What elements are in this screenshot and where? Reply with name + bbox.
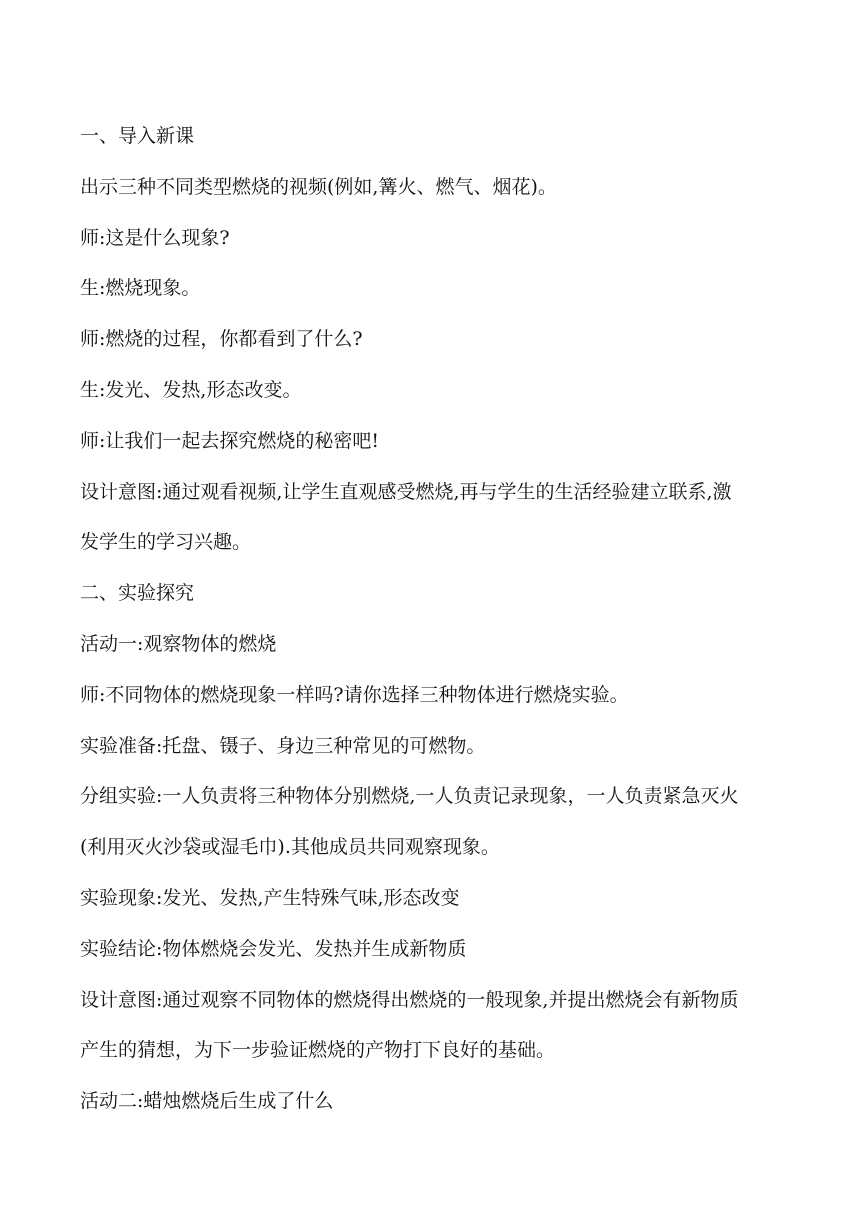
- dialogue-line: 生:发光、发热,形态改变。: [80, 378, 302, 401]
- dialogue-line: 生:燃烧现象。: [80, 277, 201, 300]
- dialogue-line: 师:这是什么现象?: [80, 226, 230, 249]
- experiment-phenomenon: 实验现象:发光、发热,产生特殊气味,形态改变: [80, 886, 460, 909]
- dialogue-line: 师:不同物体的燃烧现象一样吗?请你选择三种物体进行燃烧实验。: [80, 683, 629, 706]
- group-experiment-line-continued: (利用灭火沙袋或湿毛巾).其他成员共同观察现象。: [80, 836, 500, 859]
- document-body: [80, 120, 780, 1136]
- group-experiment-line: 分组实验:一人负责将三种物体分别燃烧,一人负责记录现象，一人负责紧急灭火: [80, 785, 739, 808]
- activity-one-title: 活动一:观察物体的燃烧: [80, 632, 277, 655]
- dialogue-line: 师:燃烧的过程，你都看到了什么?: [80, 328, 363, 351]
- design-intent-line: 设计意图:通过观察不同物体的燃烧得出燃烧的一般现象,并提出燃烧会有新物质: [80, 988, 739, 1011]
- experiment-conclusion: 实验结论:物体燃烧会发光、发热并生成新物质: [80, 937, 467, 960]
- design-intent-line: 设计意图:通过观看视频,让学生直观感受燃烧,再与学生的生活经验建立联系,激: [80, 480, 732, 503]
- experiment-preparation: 实验准备:托盘、镊子、身边三种常见的可燃物。: [80, 734, 486, 757]
- dialogue-line: 师:让我们一起去探究燃烧的秘密吧!: [80, 429, 380, 452]
- paragraph-line: 出示三种不同类型燃烧的视频(例如,篝火、燃气、烟花)。: [80, 175, 557, 198]
- heading-experiment: 二、实验探究: [80, 582, 195, 605]
- heading-import-lesson: 一、导入新课: [80, 125, 195, 147]
- activity-two-title: 活动二:蜡烛燃烧后生成了什么: [80, 1090, 334, 1113]
- design-intent-line-continued: 产生的猜想，为下一步验证燃烧的产物打下良好的基础。: [80, 1039, 556, 1062]
- design-intent-line-continued: 发学生的学习兴趣。: [80, 531, 252, 554]
